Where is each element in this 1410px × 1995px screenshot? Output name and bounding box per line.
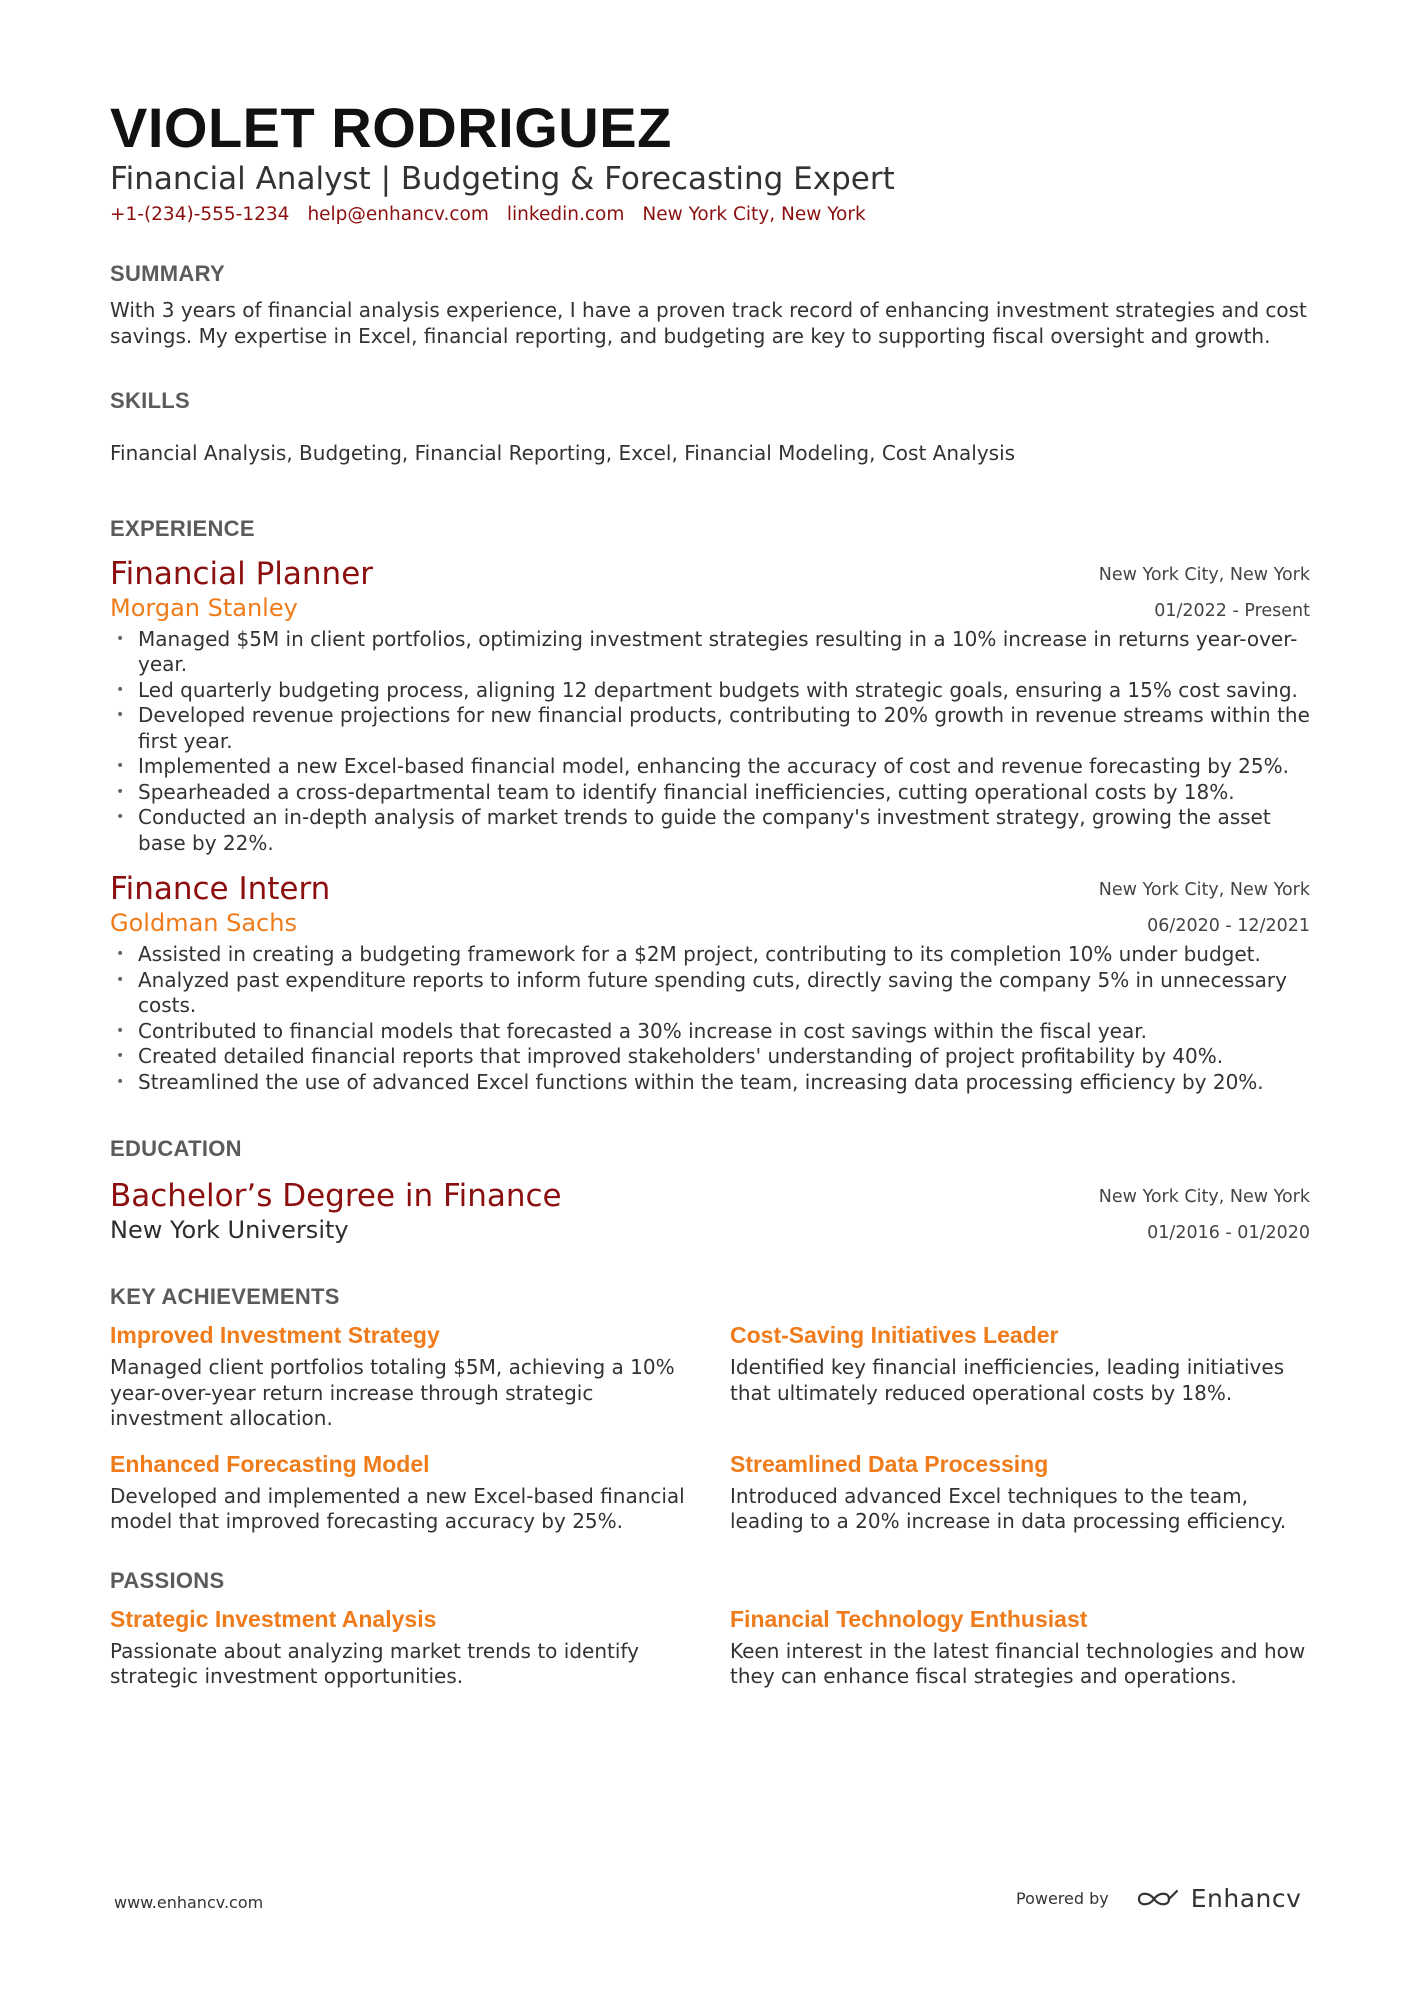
achievements-section <box>110 1283 1310 1535</box>
header <box>110 96 1310 228</box>
job-location: New York City, New York <box>1098 564 1310 585</box>
bullet-icon: • <box>116 1022 125 1039</box>
bullet-icon: • <box>116 630 125 647</box>
passion-title: Strategic Investment Analysis <box>110 1605 437 1632</box>
bullet-icon: • <box>116 758 125 774</box>
experience-section <box>110 515 1310 1096</box>
experience-heading: EXPERIENCE <box>110 515 255 541</box>
linkedin-link[interactable]: linkedin.com <box>506 204 625 225</box>
passion-card <box>730 1605 1310 1690</box>
bullet-item: • Streamlined the use of advanced Excel functions within the team, increasing data processing efficiency by 20%. <box>116 1069 1264 1094</box>
job-dates: 06/2020 - 12/2021 <box>1147 916 1310 936</box>
bullet-icon: • <box>116 1048 125 1064</box>
bullet-item: • Developed revenue projections for new financial products, contributing to 20% growth in revenue streams within the first year. <box>116 703 1310 753</box>
bullet-icon: • <box>116 1073 125 1090</box>
passion-desc: Passionate about analyzing market trends to identify strategic investment opportunities. <box>110 1638 639 1688</box>
bullet-item: • Assisted in creating a budgeting framework for a $2M project, contributing to its completion 10% under budget. <box>116 942 1261 966</box>
job-entry <box>110 870 1310 1095</box>
passions-heading: PASSIONS <box>110 1567 225 1593</box>
education-dates: 01/2016 - 01/2020 <box>1147 1223 1310 1243</box>
bullet-icon: • <box>116 681 125 698</box>
achievement-desc: Developed and implemented a new Excel-based financial model that improved forecasting accuracy by 25%. <box>110 1483 685 1533</box>
job-company: Goldman Sachs <box>110 909 297 937</box>
job-meta <box>1099 872 1310 944</box>
job-title: Financial Planner <box>110 555 374 592</box>
achievements-heading: KEY ACHIEVEMENTS <box>110 1284 340 1309</box>
achievement-card <box>730 1450 1310 1535</box>
bullet-item: • Implemented a new Excel-based financial model, enhancing the accuracy of cost and revenue forecasting by 25%. <box>116 754 1289 778</box>
education-heading: EDUCATION <box>110 1136 242 1161</box>
footer-branding <box>1016 1884 1301 1913</box>
summary-text: With 3 years of financial analysis experience, I have a proven track record of enhancing investment strategies and cost savings. My expertise in Excel, financial reporting, and budgeting are key to supporting fiscal oversight and growth. <box>110 298 1307 348</box>
skills-heading: SKILLS <box>110 388 191 413</box>
candidate-title: Financial Analyst | Budgeting & Forecasting Expert <box>110 161 895 197</box>
achievement-card <box>110 1450 730 1535</box>
job-bullets <box>110 942 1310 1095</box>
candidate-name: VIOLET RODRIGUEZ <box>110 96 672 159</box>
passion-card <box>110 1605 730 1690</box>
job-company: Morgan Stanley <box>110 593 298 622</box>
bullet-item: • Led quarterly budgeting process, aligning 12 department budgets with strategic goals, ensuring a 15% cost saving. <box>116 677 1298 702</box>
summary-section <box>110 260 1310 349</box>
bullet-icon: • <box>116 707 125 723</box>
phone-link[interactable]: +1-(234)-555-1234 <box>110 204 290 225</box>
bullet-icon: • <box>116 809 125 825</box>
achievement-card <box>730 1321 1310 1432</box>
job-dates: 01/2022 - Present <box>1154 600 1310 621</box>
achievements-grid <box>110 1321 1310 1535</box>
bullet-icon: • <box>116 946 125 962</box>
achievement-title: Enhanced Forecasting Model <box>110 1450 430 1477</box>
passion-desc: Keen interest in the latest financial technologies and how they can enhance fiscal strategies and operations. <box>730 1638 1306 1688</box>
education-section <box>110 1135 1310 1245</box>
achievement-title: Improved Investment Strategy <box>110 1322 440 1348</box>
resume-page <box>110 96 1310 1690</box>
contact-row <box>110 202 1310 228</box>
bullet-item: • Created detailed financial reports that improved stakeholders' understanding of project profitability by 40%. <box>116 1044 1224 1068</box>
education-entry <box>110 1177 1310 1245</box>
job-title: Finance Intern <box>110 871 331 907</box>
enhancv-logo-icon <box>1135 1887 1181 1911</box>
location-text: New York City, New York <box>642 204 866 225</box>
passions-grid <box>110 1605 1310 1690</box>
achievement-desc: Introduced advanced Excel techniques to the team, leading to a 20% increase in data processing efficiency. <box>730 1483 1287 1533</box>
education-location: New York City, New York <box>1098 1187 1310 1207</box>
achievement-title: Streamlined Data Processing <box>730 1450 1049 1477</box>
job-location: New York City, New York <box>1098 880 1310 900</box>
bullet-item: • Contributed to financial models that forecasted a 30% increase in cost savings within the fiscal year. <box>116 1018 1147 1043</box>
education-meta <box>1099 1179 1310 1251</box>
bullet-item: • Conducted an in-depth analysis of market trends to guide the company's investment strategy, growing the asset base by 22%. <box>116 805 1271 855</box>
passions-section <box>110 1567 1310 1690</box>
achievement-title: Cost-Saving Initiatives Leader <box>730 1322 1059 1348</box>
job-entry <box>110 555 1310 857</box>
achievement-desc: Managed client portfolios totaling $5M, achieving a 10% year-over-year return increase through strategic investment allocation. <box>110 1355 675 1430</box>
email-link[interactable]: help@enhancv.com <box>307 204 489 225</box>
achievement-card <box>110 1321 730 1432</box>
bullet-item: • Analyzed past expenditure reports to inform future spending cuts, directly saving the company 5% in unnecessary costs. <box>116 967 1287 1017</box>
summary-heading: SUMMARY <box>110 261 225 286</box>
powered-by-label: Powered by <box>1016 1889 1109 1908</box>
job-bullets <box>110 627 1310 857</box>
footer-website-link[interactable]: www.enhancv.com <box>114 1893 264 1912</box>
bullet-item: • Managed $5M in client portfolios, optimizing investment strategies resulting in a 10% increase in returns year-over-year. <box>116 626 1298 676</box>
degree-title: Bachelor’s Degree in Finance <box>110 1178 562 1214</box>
brand-logo[interactable] <box>1135 1884 1302 1913</box>
job-meta <box>1099 557 1310 629</box>
achievement-desc: Identified key financial inefficiencies, leading initiatives that ultimately reduced operational costs by 18%. <box>730 1355 1285 1405</box>
school-name: New York University <box>110 1216 349 1244</box>
skills-text: Financial Analysis, Budgeting, Financial Reporting, Excel, Financial Modeling, Cost Analysis <box>110 441 1016 465</box>
bullet-icon: • <box>116 783 125 800</box>
passion-title: Financial Technology Enthusiast <box>730 1605 1088 1632</box>
skills-section <box>110 387 1310 467</box>
bullet-icon: • <box>116 971 125 988</box>
bullet-item: • Spearheaded a cross-departmental team to identify financial inefficiencies, cutting operational costs by 18%. <box>116 779 1235 804</box>
brand-name: Enhancv <box>1190 1884 1302 1913</box>
